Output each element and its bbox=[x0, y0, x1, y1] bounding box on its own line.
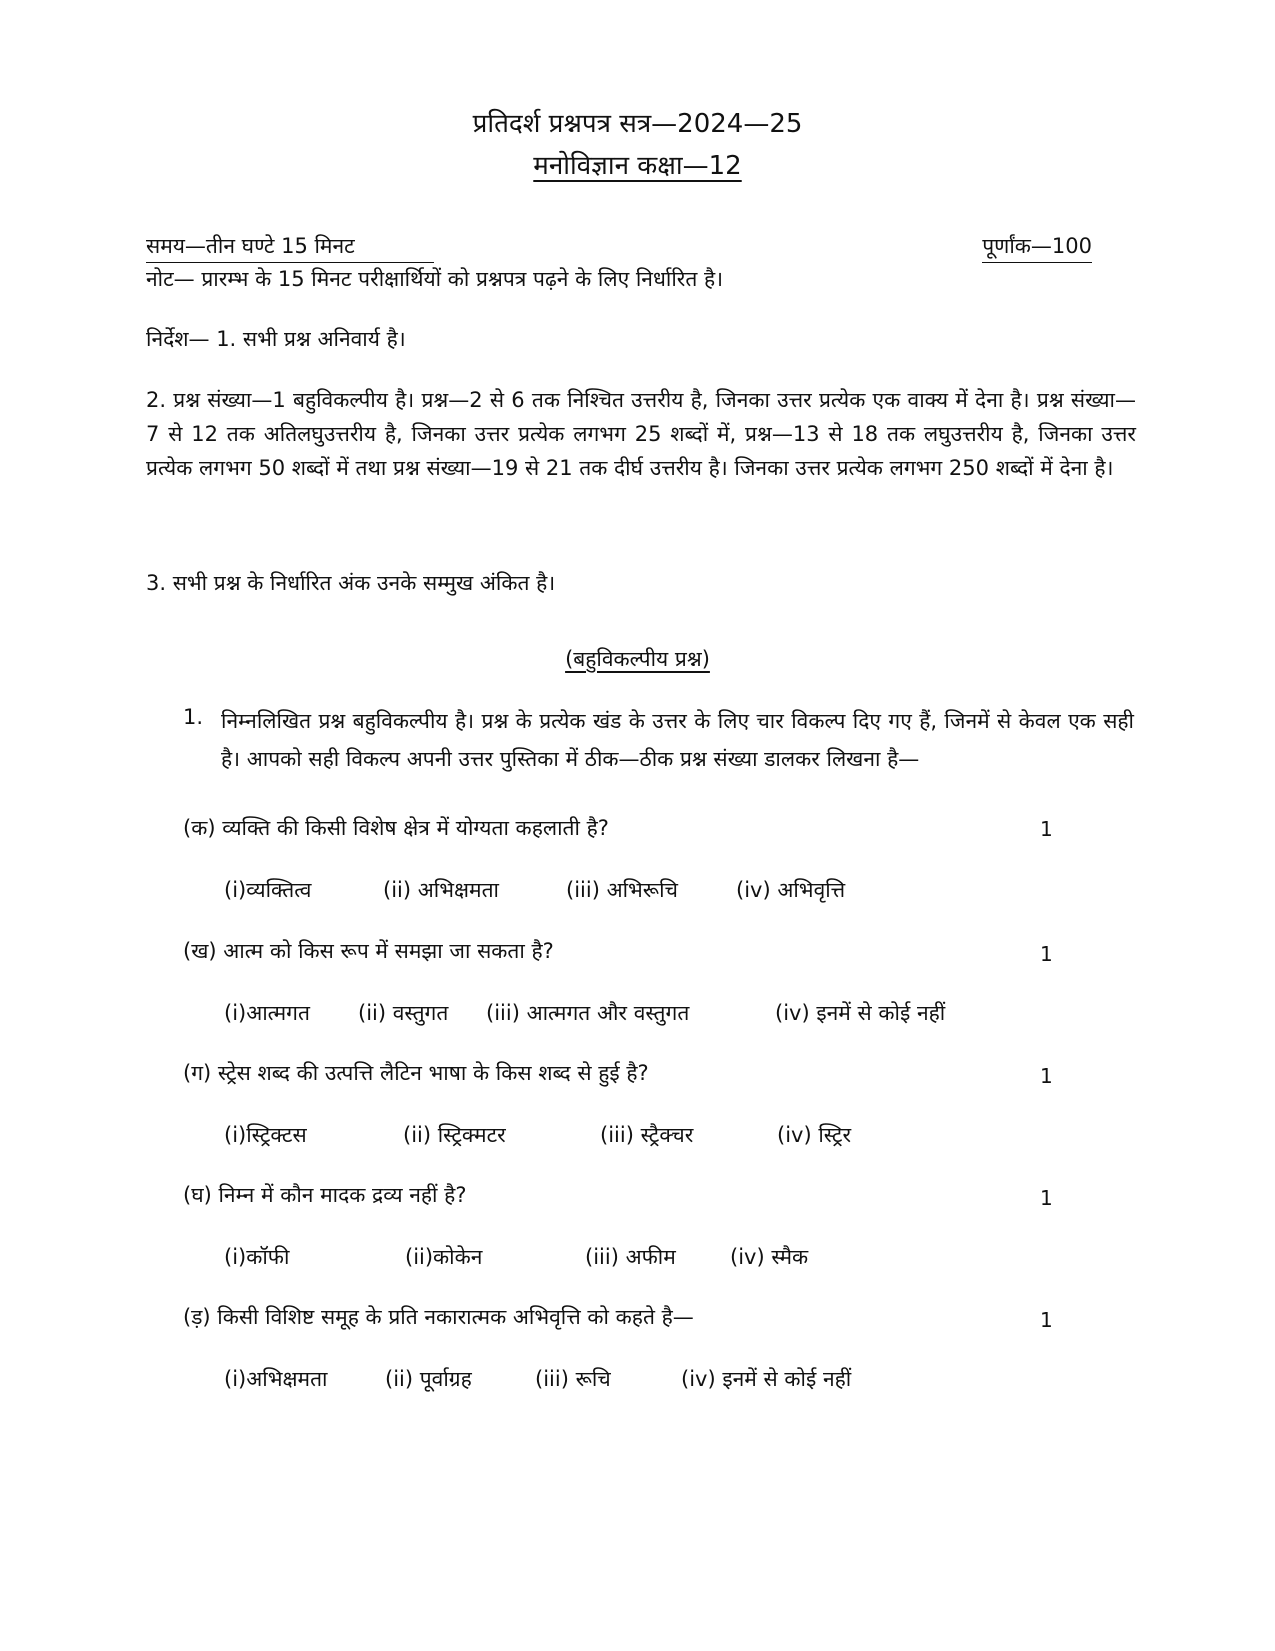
time-duration: समय—तीन घण्टे 15 मिनट bbox=[146, 232, 434, 263]
instruction-3: 3. सभी प्रश्न के निर्धारित अंक उनके सम्मुख अंकित है। bbox=[146, 571, 556, 595]
option-item: (i)आत्मगत bbox=[224, 1001, 310, 1025]
max-marks: पूर्णांक—100 bbox=[982, 232, 1092, 263]
subject-title: मनोविज्ञान कक्षा—12 bbox=[533, 151, 742, 181]
option-item: (iii) आत्मगत और वस्तुगत bbox=[486, 1001, 690, 1025]
option-item: (ii) स्ट्रिक्मटर bbox=[403, 1123, 506, 1147]
note-text: नोट— प्रारम्भ के 15 मिनट परीक्षार्थियों को प्रश्नपत्र पढ़ने के लिए निर्धारित है। bbox=[146, 267, 724, 291]
option-item: (iii) अफीम bbox=[585, 1245, 676, 1269]
option-item: (ii) वस्तुगत bbox=[358, 1001, 449, 1025]
option-item: (iv) स्मैक bbox=[730, 1245, 809, 1269]
option-item: (iii) रूचि bbox=[535, 1367, 611, 1391]
paper-title: प्रतिदर्श प्रश्नपत्र सत्र—2024—25 bbox=[472, 109, 803, 139]
instruction-2: 2. प्रश्न संख्या—1 बहुविकल्पीय है। प्रश्न—2 से 6 तक निश्चित उत्तरीय है, जिनका उत्तर प्रत्येक एक वाक्य में देना है। प्रश्न संख्या— 7 से 12 तक अतिलघुउत्तरीय है, जिनका उत्तर प्रत्येक लगभग 25 शब्दों में, प्रश्न—13 से 18 तक लघुउत्तरीय है, जिनका उत्तर प्रत्येक लगभग 50 शब्दों में तथा प्रश्न संख्या—19 से 21 तक दीर्घ उत्तरीय है। जिनका उत्तर प्रत्येक लगभग 250 शब्दों में देना है। bbox=[146, 388, 1136, 480]
option-item: (iii) अभिरूचि bbox=[566, 878, 678, 902]
option-item: (ii) अभिक्षमता bbox=[383, 878, 499, 902]
subquestion-ka: (क) व्यक्ति की किसी विशेष क्षेत्र में योग्यता कहलाती है? bbox=[183, 816, 609, 840]
option-item: (i)व्यक्तित्व bbox=[224, 878, 312, 902]
option-item: (i)अभिक्षमता bbox=[224, 1367, 328, 1391]
option-item: (i)कॉफी bbox=[224, 1245, 290, 1269]
question-text: निम्नलिखित प्रश्न बहुविकल्पीय है। प्रश्न के प्रत्येक खंड के उत्तर के लिए चार विकल्प दिए गए हैं, जिनमें से केवल एक सही है। आपको सही विकल्प अपनी उत्तर पुस्तिका में ठीक—ठीक प्रश्न संख्या डालकर लिखना है— bbox=[221, 709, 1134, 771]
options-kha bbox=[224, 999, 945, 1027]
options-ga bbox=[224, 1121, 851, 1149]
instruction-1: निर्देश— 1. सभी प्रश्न अनिवार्य है। bbox=[146, 327, 406, 351]
option-item: (iv) इनमें से कोई नहीं bbox=[681, 1367, 852, 1391]
marks-kha: 1 bbox=[1040, 942, 1053, 966]
subquestion-kha: (ख) आत्म को किस रूप में समझा जा सकता है? bbox=[183, 939, 554, 963]
option-item: (iv) स्ट्रिर bbox=[777, 1123, 852, 1147]
marks-nga: 1 bbox=[1040, 1308, 1053, 1332]
options-gha bbox=[224, 1243, 808, 1271]
subquestion-nga: (ड़) किसी विशिष्ट समूह के प्रति नकारात्मक अभिवृत्ति को कहते है— bbox=[183, 1305, 694, 1329]
marks-gha: 1 bbox=[1040, 1186, 1053, 1210]
marks-ga: 1 bbox=[1040, 1064, 1053, 1088]
subquestion-ga: (ग) स्ट्रेस शब्द की उत्पत्ति लैटिन भाषा के किस शब्द से हुई है? bbox=[183, 1061, 649, 1085]
section-title: (बहुविकल्पीय प्रश्न) bbox=[565, 647, 710, 671]
option-item: (ii)कोकेन bbox=[405, 1245, 483, 1269]
option-item: (ii) पूर्वाग्रह bbox=[385, 1367, 472, 1391]
marks-ka: 1 bbox=[1040, 817, 1053, 841]
option-item: (iv) अभिवृत्ति bbox=[736, 878, 846, 902]
subquestion-gha: (घ) निम्न में कौन मादक द्रव्य नहीं है? bbox=[183, 1183, 467, 1207]
option-item: (iv) इनमें से कोई नहीं bbox=[775, 1001, 946, 1025]
option-item: (iii) स्ट्रैक्चर bbox=[600, 1123, 694, 1147]
options-ka bbox=[224, 876, 845, 904]
option-item: (i)स्ट्रिक्टस bbox=[224, 1123, 307, 1147]
options-nga bbox=[224, 1365, 851, 1393]
question-number: 1. bbox=[183, 705, 204, 729]
